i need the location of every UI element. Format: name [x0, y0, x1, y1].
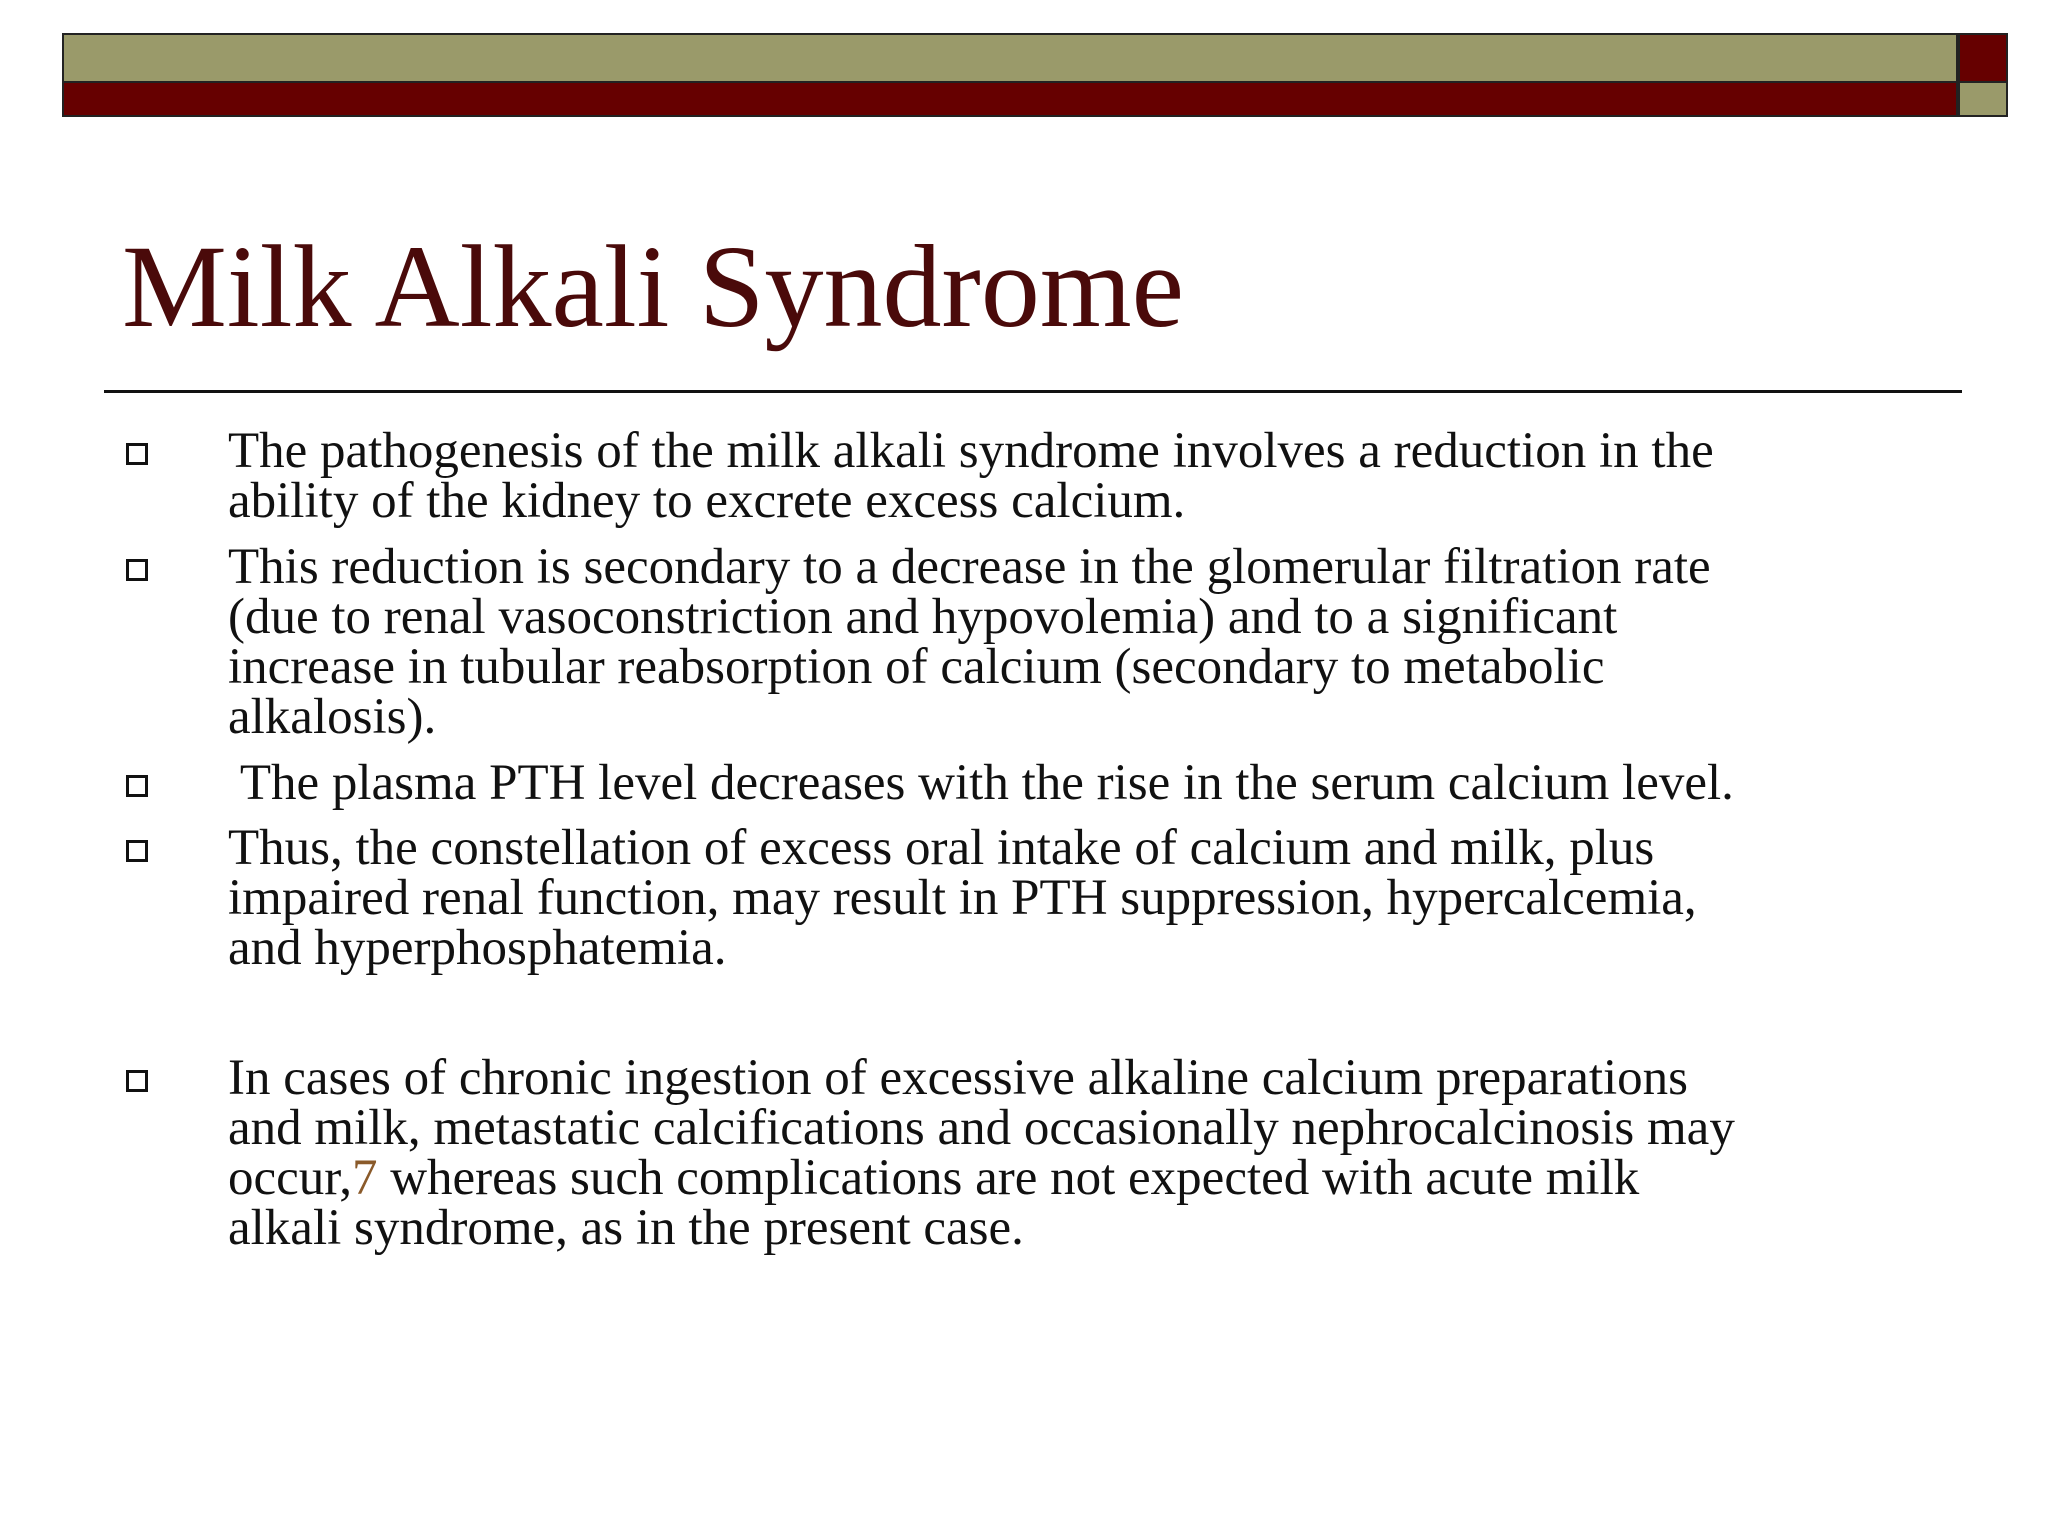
bullet-text [228, 1050, 2048, 1256]
square-bullet-icon [126, 840, 148, 862]
bullet-line: In cases of chronic ingestion of excessive alkaline calcium preparations [228, 1050, 1689, 1106]
slide-title: Milk Alkali Syndrome [122, 221, 1184, 352]
bullet-line: alkali syndrome, as in the present case. [228, 1200, 1024, 1256]
bullet-line: and hyperphosphatemia. [228, 920, 727, 976]
bullet-line: (due to renal vasoconstriction and hypovolemia) and to a significant [228, 589, 1618, 645]
bullet-line-text: occur, [228, 1150, 352, 1206]
square-bullet-icon [126, 443, 148, 465]
square-bullet-icon [126, 1070, 148, 1092]
bullet-line: increase in tubular reabsorption of calcium (secondary to metabolic [228, 639, 1605, 695]
bullet-line: This reduction is secondary to a decrease in the glomerular filtration rate [228, 539, 1711, 595]
square-bullet-icon [126, 775, 148, 797]
bullet-line: The plasma PTH level decreases with the rise in the serum calcium level. [228, 755, 1734, 811]
bullet-line [228, 1150, 2048, 1206]
bullet-line: impaired renal function, may result in PTH suppression, hypercalcemia, [228, 870, 1697, 926]
bullet-text [228, 539, 2048, 745]
bullet-line-text: whereas such complications are not expected with acute milk [377, 1150, 1640, 1206]
bullet-line: and milk, metastatic calcifications and occasionally nephrocalcinosis may [228, 1100, 1735, 1156]
bullet-line: ability of the kidney to excrete excess calcium. [228, 473, 1186, 529]
bullet-line: alkalosis). [228, 689, 437, 745]
square-bullet-icon [126, 559, 148, 581]
bullet-text [228, 423, 2048, 529]
bullet-line: The pathogenesis of the milk alkali syndrome involves a reduction in the [228, 423, 1714, 479]
bullet-line: Thus, the constellation of excess oral intake of calcium and milk, plus [228, 820, 1655, 876]
reference-link[interactable]: 7 [351, 1150, 378, 1206]
bullet-text [228, 820, 2048, 976]
bullet-text [228, 755, 2048, 811]
